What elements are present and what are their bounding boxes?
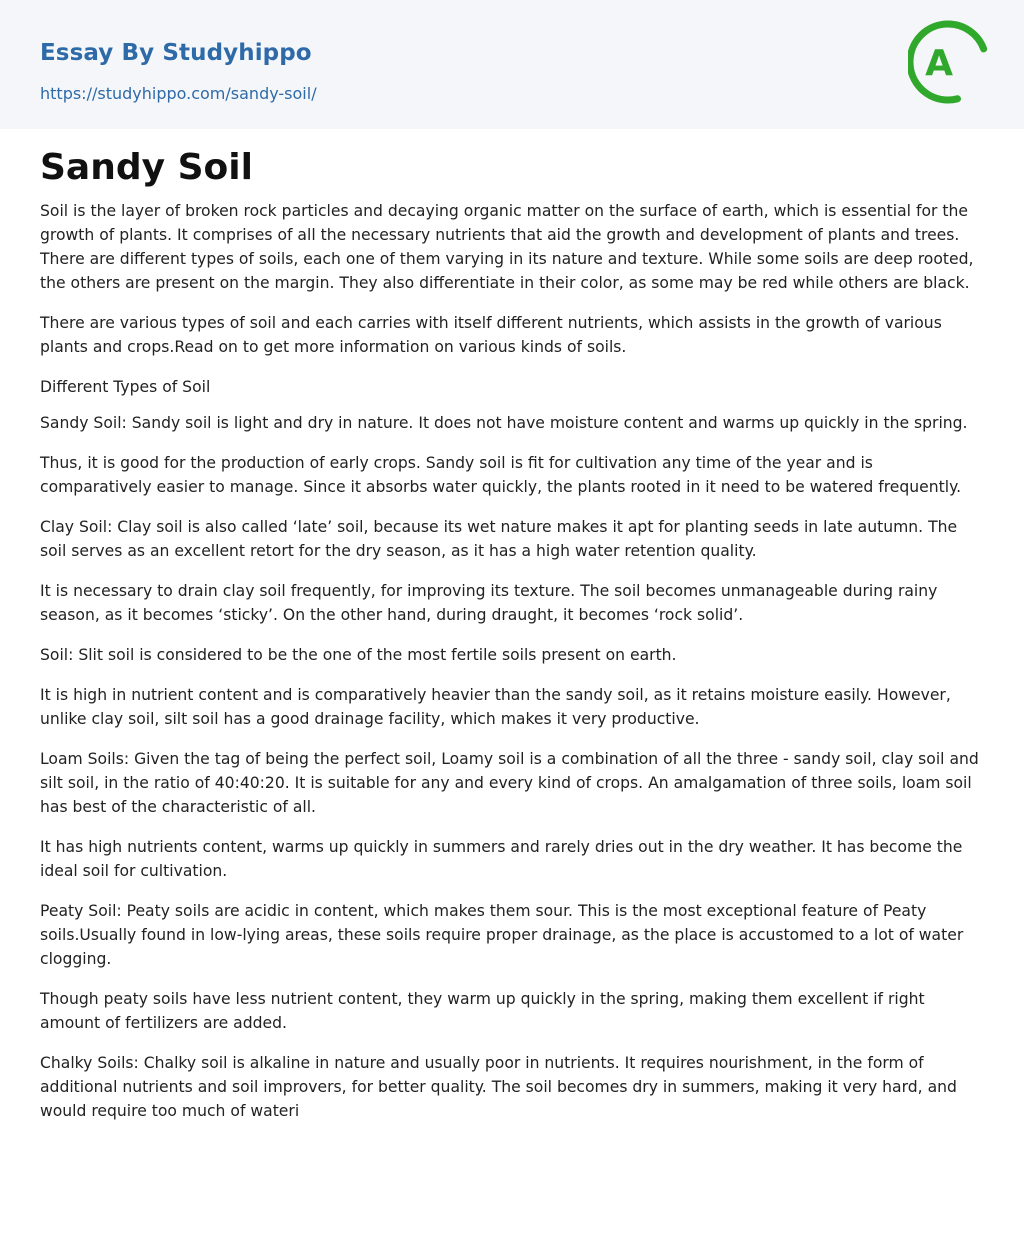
paragraph-types-overview: There are various types of soil and each carries with itself different nutrients, which assists in the growth of various plants and crops.Read on to get more information on various kinds of soils. <box>40 314 942 356</box>
paragraph-intro: Soil is the layer of broken rock particles and decaying organic matter on the surface of earth, which is essential for the growth of plants. It comprises of all the necessary nutrients that aid the growth and development of plants and trees. There are different types of soils, each one of them varying in its nature and texture. While some soils are deep rooted, the others are present on the margin. They also differentiate in their color, as some may be red while others are black. <box>40 202 974 292</box>
essay-content <box>40 144 984 1139</box>
paragraph-loam-soil-details: It has high nutrients content, warms up quickly in summers and rarely dries out in the dry weather. It has become the ideal soil for cultivation. <box>40 838 963 880</box>
paragraph-clay-soil-details: It is necessary to drain clay soil frequently, for improving its texture. The soil becomes unmanageable during rainy season, as it becomes ‘sticky’. On the other hand, during draught, it becomes ‘rock solid’. <box>40 582 938 624</box>
paragraph-sandy-soil: Sandy Soil: Sandy soil is light and dry in nature. It does not have moisture content and warms up quickly in the spring. <box>40 414 968 432</box>
paragraph-silt-soil-details: It is high in nutrient content and is comparatively heavier than the sandy soil, as it retains moisture easily. However, unlike clay soil, silt soil has a good drainage facility, which makes it very productive. <box>40 686 951 728</box>
site-header <box>0 0 1024 129</box>
paragraph-silt-soil: Soil: Slit soil is considered to be the one of the most fertile soils present on earth. <box>40 646 677 664</box>
logo-letter: A <box>925 43 953 84</box>
section-heading-types: Different Types of Soil <box>40 378 211 396</box>
paragraph-sandy-soil-details: Thus, it is good for the production of early crops. Sandy soil is fit for cultivation any time of the year and is comparatively easier to manage. Since it absorbs water quickly, the plants rooted in it need to be watered frequently. <box>40 454 962 496</box>
paragraph-chalky-soil: Chalky Soils: Chalky soil is alkaline in nature and usually poor in nutrients. It requires nourishment, in the form of additional nutrients and soil improvers, for better quality. The soil becomes dry in summers, making it very hard, and would require too much of wateri <box>40 1054 957 1120</box>
brand-title[interactable]: Essay By Studyhippo <box>40 40 312 66</box>
source-url-link[interactable]: https://studyhippo.com/sandy-soil/ <box>40 84 317 103</box>
paragraph-peaty-soil: Peaty Soil: Peaty soils are acidic in content, which makes them sour. This is the most exceptional feature of Peaty soils.Usually found in low-lying areas, these soils require proper drainage, as the place is accustomed to a lot of water clogging. <box>40 902 964 968</box>
studyhippo-logo-icon[interactable] <box>908 18 988 106</box>
paragraph-peaty-soil-details: Though peaty soils have less nutrient content, they warm up quickly in the spring, making them excellent if right amount of fertilizers are added. <box>40 990 925 1032</box>
paragraph-loam-soil: Loam Soils: Given the tag of being the perfect soil, Loamy soil is a combination of all the three - sandy soil, clay soil and silt soil, in the ratio of 40:40:20. It is suitable for any and every kind of crops. An amalgamation of three soils, loam soil has best of the characteristic of all. <box>40 750 979 816</box>
essay-title: Sandy Soil <box>40 147 253 188</box>
paragraph-clay-soil: Clay Soil: Clay soil is also called ‘late’ soil, because its wet nature makes it apt for planting seeds in late autumn. The soil serves as an excellent retort for the dry season, as it has a high water retention quality. <box>40 518 958 560</box>
